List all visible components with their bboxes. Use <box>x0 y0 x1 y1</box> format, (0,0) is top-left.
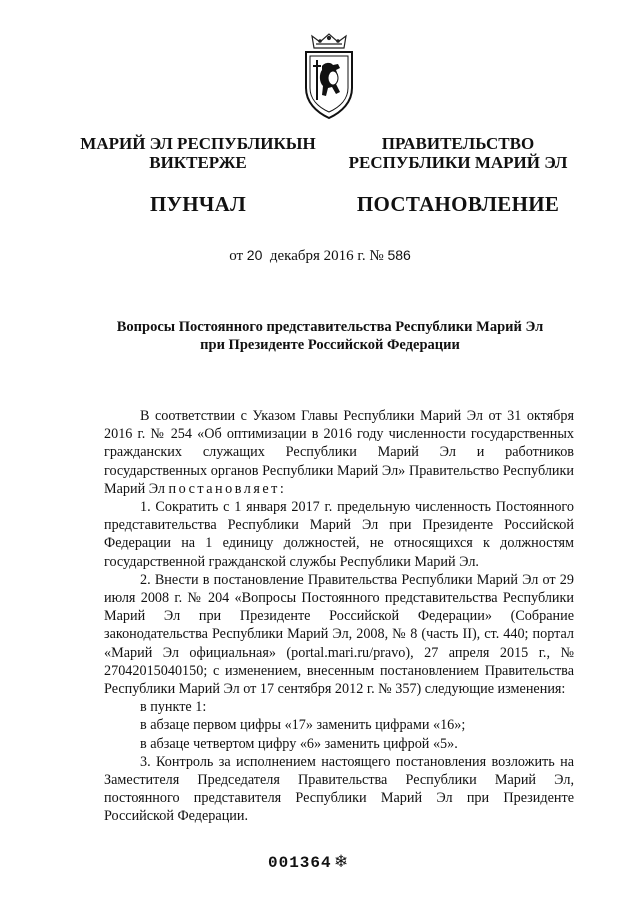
title-line2: при Президенте Российской Федерации <box>200 337 460 353</box>
snowflake-mark-icon: ❄ <box>334 852 349 872</box>
header-right-doctype: ПОСТАНОВЛЕНИЕ <box>356 192 560 216</box>
serial-number: 001364 <box>268 854 332 872</box>
header-left-line1: МАРИЙ ЭЛ РЕСПУБЛИКЫН <box>80 134 316 153</box>
date-day: 20 <box>246 247 263 263</box>
header-mari-column <box>78 134 318 216</box>
document-number: 586 <box>387 247 411 263</box>
header-right-line1: ПРАВИТЕЛЬСТВО <box>381 134 535 153</box>
document-body <box>104 407 574 826</box>
document-title <box>100 318 560 354</box>
number-sign: № <box>369 248 384 264</box>
header-left-doctype: ПУНЧАЛ <box>149 192 247 216</box>
subitem-1: в пункте 1: <box>140 699 207 716</box>
subitem-2: в абзаце первом цифры «17» заменить цифрами «16»; <box>140 717 466 734</box>
paragraph-3: 3. Контроль за исполнением настоящего постановления возложить на Заместителя Председателя Правительства Республики Марий Эл, постоянного представителя Республики Марий Эл при Президенте Российской Федерации. <box>104 753 574 825</box>
intro-verb: постановляет: <box>168 480 287 497</box>
paragraph-1: 1. Сократить с 1 января 2017 г. предельную численность Постоянного представительства Республики Марий Эл при Президенте Российской Федерации на 1 единицу должностей, не относящихся к должностям государственной гражданской службы Республики Марий Эл. <box>104 499 574 570</box>
paragraph-2: 2. Внести в постановление Правительства Республики Марий Эл от 29 июля 2008 г. № 204 «Вопросы Постоянного представительства Республики Марий Эл при Президенте Российской Федерации» (Собрание законодательства Республики Марий Эл, 2008, № 8 (часть II), ст. 440; портал «Марий Эл официальная» (portal.mari.ru/pravo), 27 апреля 2015 г., № 27042015040150; с изменением, внесенным постановлением Правительства Республики Марий Эл от 17 сентября 2012 г. № 357) следующие изменения: <box>104 571 574 698</box>
header-left-line2: ВИКТЕРЖЕ <box>149 153 247 172</box>
subitem-3: в абзаце четвертом цифру «6» заменить цифрой «5». <box>140 735 458 752</box>
date-prefix: от <box>229 248 244 264</box>
title-line1: Вопросы Постоянного представительства Республики Марий Эл <box>116 319 544 335</box>
header-russian-column <box>338 134 578 216</box>
header-right-line2: РЕСПУБЛИКИ МАРИЙ ЭЛ <box>348 153 568 172</box>
date-number-line <box>0 247 640 265</box>
intro-text: В соответствии с Указом Главы Республики Марий Эл от 31 октября 2016 г. № 254 «Об оптимизации в 2016 году численности государственных гражданских служащих Республики Марий Эл и работников государственных органов Республики Марий Эл» Правительство Республики Марий Эл <box>104 408 574 497</box>
date-month-year: декабря 2016 г. <box>269 248 366 264</box>
intro-paragraph <box>104 407 574 498</box>
coat-of-arms-emblem <box>298 32 360 120</box>
